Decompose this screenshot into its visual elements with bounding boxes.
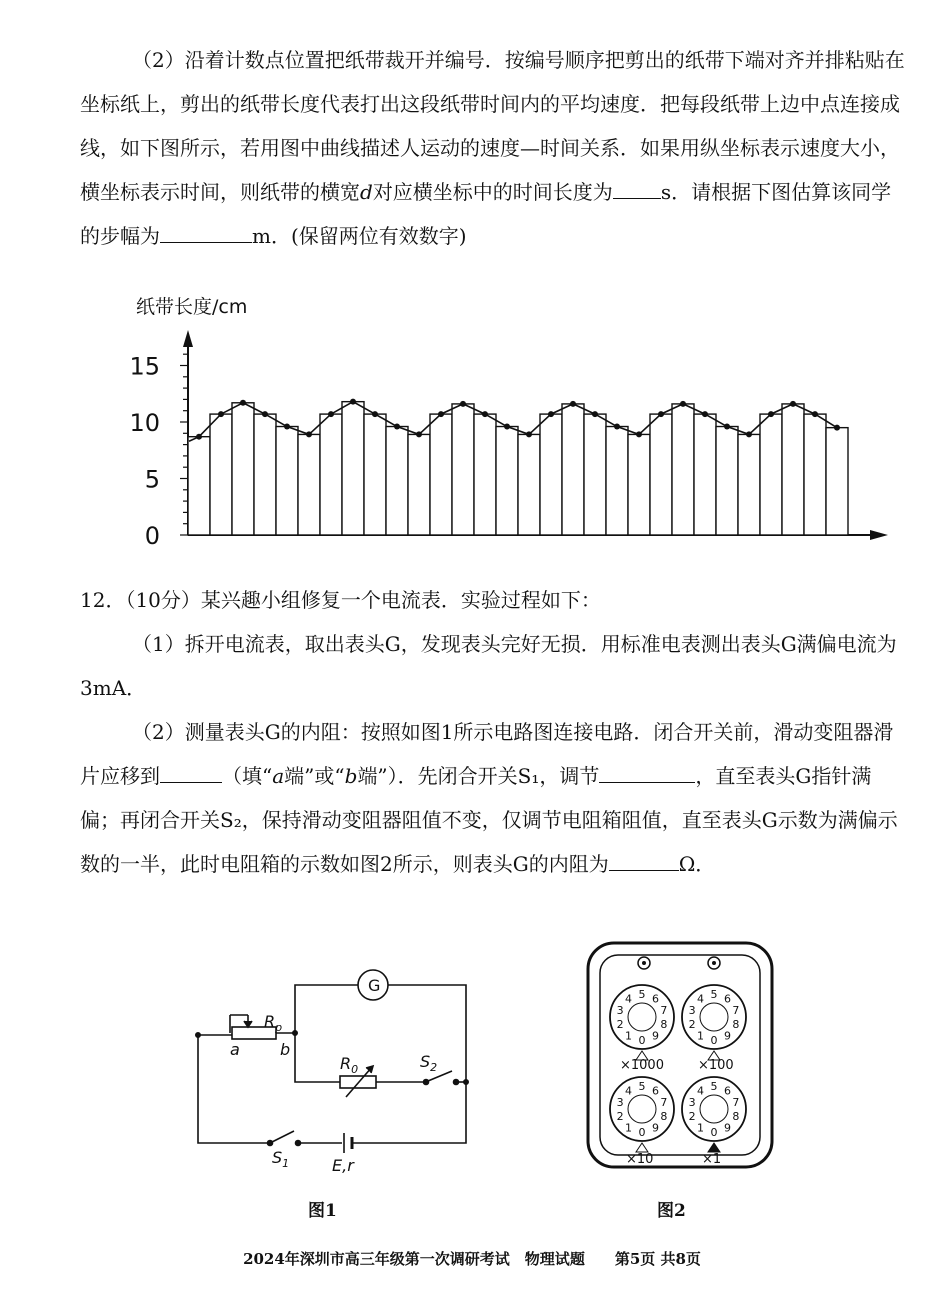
dial-digit: 8	[660, 1110, 668, 1124]
dial-digit: 4	[624, 1084, 632, 1098]
blank-slider-end[interactable]	[160, 760, 222, 783]
dial-digit: 3	[688, 1003, 696, 1017]
label-x100: ×100	[698, 1058, 734, 1073]
dial-digit: 3	[616, 1095, 624, 1109]
dial-digit: 5	[638, 1080, 646, 1093]
midpoint-dot	[702, 411, 708, 417]
wire-top-left	[276, 985, 358, 1033]
label-er: E,r	[332, 1156, 354, 1175]
midpoint-dot	[416, 431, 422, 437]
dial-digit: 8	[660, 1018, 668, 1032]
tape-bar	[276, 427, 298, 535]
wire-bottom-right	[352, 1082, 466, 1143]
tape-bar	[518, 434, 540, 535]
midpoint-dot	[460, 401, 466, 407]
tape-bar	[826, 428, 848, 535]
midpoint-dot	[548, 411, 554, 417]
midpoint-dot	[614, 424, 620, 430]
dial-digit: 5	[710, 988, 718, 1001]
label-s1: $S_1$	[272, 1148, 290, 1170]
tape-bar	[606, 427, 628, 535]
tape-bar	[716, 427, 738, 535]
tape-bar	[804, 414, 826, 535]
tape-bar	[386, 427, 408, 535]
blank-adjust[interactable]	[599, 760, 695, 783]
y-tick-label: 0	[144, 522, 160, 550]
dial-digit: 1	[624, 1029, 632, 1043]
tape-bar	[496, 427, 518, 535]
dial-digit: 0	[638, 1126, 646, 1139]
midpoint-dot	[350, 399, 356, 405]
tape-bar	[562, 404, 584, 535]
y-tick-label: 15	[129, 352, 160, 381]
var-d: d	[360, 180, 373, 204]
tape-bar	[364, 414, 386, 535]
dial-digit: 7	[660, 1003, 668, 1017]
tape-bar	[430, 414, 452, 535]
tape-bar	[320, 414, 342, 535]
label-rp: $R_p$	[264, 1012, 283, 1034]
midpoint-dot	[504, 424, 510, 430]
tape-bar	[672, 404, 694, 535]
midpoint-dot	[680, 401, 686, 407]
midpoint-dot	[636, 431, 642, 437]
tape-bar	[408, 434, 430, 535]
tape-bar	[738, 434, 760, 535]
dial-digit: 8	[732, 1110, 740, 1124]
y-tick-label: 5	[144, 465, 160, 494]
q12-part2: （2）测量表头G的内阻：按照如图1所示电路图连接电路．闭合开关前，滑动变阻器滑片应移到 （填“a端”或“b端”）．先闭合开关S₁，调节 ，直至表头G指针满偏；再闭合开关S₂，保持滑动变阻器阻值不变，仅调节电阻箱阻值，直至表头G示数为满偏示数的一半，此时电阻箱的示数如图2所示，则表头G的内阻为 Ω．	[80, 720, 898, 876]
tape-bar	[540, 414, 562, 535]
label-b: b	[280, 1040, 291, 1059]
label-g: G	[368, 976, 381, 995]
midpoint-dot	[768, 411, 774, 417]
q12-title: 12．（10分）某兴趣小组修复一个电流表．实验过程如下：	[80, 588, 601, 612]
y-axis-arrow	[183, 330, 193, 347]
label-s2: $S_2$	[420, 1052, 438, 1074]
dial-digit: 7	[732, 1095, 740, 1109]
tape-bar	[650, 414, 672, 535]
dial-digit: 5	[638, 988, 646, 1001]
blank-resistance[interactable]	[609, 848, 679, 871]
q12-part1: （1）拆开电流表，取出表头G，发现表头完好无损．用标准电表测出表头G满偏电流为3mA．	[80, 632, 897, 700]
dial-digit: 7	[660, 1095, 668, 1109]
midpoint-dot	[394, 424, 400, 430]
midpoint-dot	[526, 431, 532, 437]
tape-bar	[298, 434, 320, 535]
dial-digit: 5	[710, 1080, 718, 1093]
tape-bar	[188, 437, 210, 535]
dial-digit: 0	[710, 1034, 718, 1047]
dial-digit: 4	[696, 992, 704, 1006]
label-x1000: ×1000	[620, 1058, 664, 1073]
midpoint-dot	[834, 425, 840, 431]
tape-bar	[782, 404, 804, 535]
label-r0: $R_0$	[340, 1054, 359, 1076]
tape-bar	[760, 414, 782, 535]
resistance-box-dials	[580, 935, 780, 1175]
paper-tape-chart	[110, 285, 910, 560]
dial-digit: 2	[616, 1018, 624, 1032]
midpoint-dot	[812, 411, 818, 417]
midpoint-dot	[372, 411, 378, 417]
tape-bar	[254, 414, 276, 535]
midpoint-dot	[438, 411, 444, 417]
midpoint-dot	[570, 401, 576, 407]
dial-digit: 6	[652, 992, 660, 1006]
dial-digit: 8	[732, 1018, 740, 1032]
page-footer: 2024年深圳市高三年级第一次调研考试 物理试题 第5页 共8页	[243, 1250, 701, 1268]
dial-digit: 7	[732, 1003, 740, 1017]
tape-bar	[584, 414, 606, 535]
tape-bar	[210, 414, 232, 535]
tape-bar	[694, 414, 716, 535]
q11-part2-text: （2）沿着计数点位置把纸带裁开并编号．按编号顺序把剪出的纸带下端对齐并排粘贴在坐标纸上，剪出的纸带长度代表打出这段纸带时间内的平均速度．把每段纸带上边中点连接成线，如下图所示，若用图中曲线描述人运动的速度—时间关系．如果用纵坐标表示速度大小，横坐标表示时间，则纸带的横宽d对应横坐标中的时间长度为 s．请根据下图估算该同学的步幅为 m．(保留两位有效数字)	[80, 48, 905, 248]
dial-digit: 4	[624, 992, 632, 1006]
midpoint-dot	[658, 411, 664, 417]
tape-bar	[342, 402, 364, 535]
tape-bar	[474, 414, 496, 535]
dial-digit: 6	[724, 1084, 732, 1098]
dial-digit: 4	[696, 1084, 704, 1098]
fig1-caption: 图1	[308, 1201, 337, 1221]
dial-digit: 9	[724, 1121, 732, 1135]
midpoint-dot	[196, 434, 202, 440]
midpoint-dot	[262, 411, 268, 417]
midpoint-dot	[328, 411, 334, 417]
dial-digit: 9	[652, 1121, 660, 1135]
label-x10: ×10	[626, 1152, 654, 1167]
dial-digit: 1	[624, 1121, 632, 1135]
midpoint-dot	[284, 424, 290, 430]
circuit-diagram	[180, 955, 480, 1175]
midpoint-dot	[306, 431, 312, 437]
tape-bar	[628, 434, 650, 535]
dial-digit: 2	[688, 1018, 696, 1032]
dial-digit: 1	[696, 1029, 704, 1043]
tape-bar	[232, 403, 254, 535]
dial-digit: 3	[616, 1003, 624, 1017]
midpoint-dot	[790, 401, 796, 407]
dial-digit: 0	[638, 1034, 646, 1047]
x-axis-arrow	[870, 530, 888, 540]
chart-ylabel: 纸带长度/cm	[136, 296, 248, 318]
tape-bar	[452, 404, 474, 535]
blank-stride[interactable]	[160, 220, 252, 243]
label-x1: ×1	[702, 1152, 722, 1167]
midpoint-dot	[482, 411, 488, 417]
midpoint-dot	[240, 400, 246, 406]
midpoint-dot	[724, 424, 730, 430]
midpoint-dot	[746, 431, 752, 437]
midpoint-dot	[592, 411, 598, 417]
slider-head	[244, 1021, 252, 1027]
blank-time[interactable]	[613, 176, 661, 199]
dial-digit: 9	[652, 1029, 660, 1043]
fig2-caption: 图2	[657, 1201, 686, 1221]
wire-r0-left	[295, 1033, 340, 1082]
dial-digit: 6	[724, 992, 732, 1006]
dial-digit: 3	[688, 1095, 696, 1109]
label-a: a	[230, 1040, 240, 1059]
dial-digit: 2	[688, 1110, 696, 1124]
dial-digit: 9	[724, 1029, 732, 1043]
dial-digit: 0	[710, 1126, 718, 1139]
dial-digit: 1	[696, 1121, 704, 1135]
dial-digit: 2	[616, 1110, 624, 1124]
midpoint-dot	[218, 411, 224, 417]
dial-digit: 6	[652, 1084, 660, 1098]
y-tick-label: 10	[129, 409, 160, 437]
